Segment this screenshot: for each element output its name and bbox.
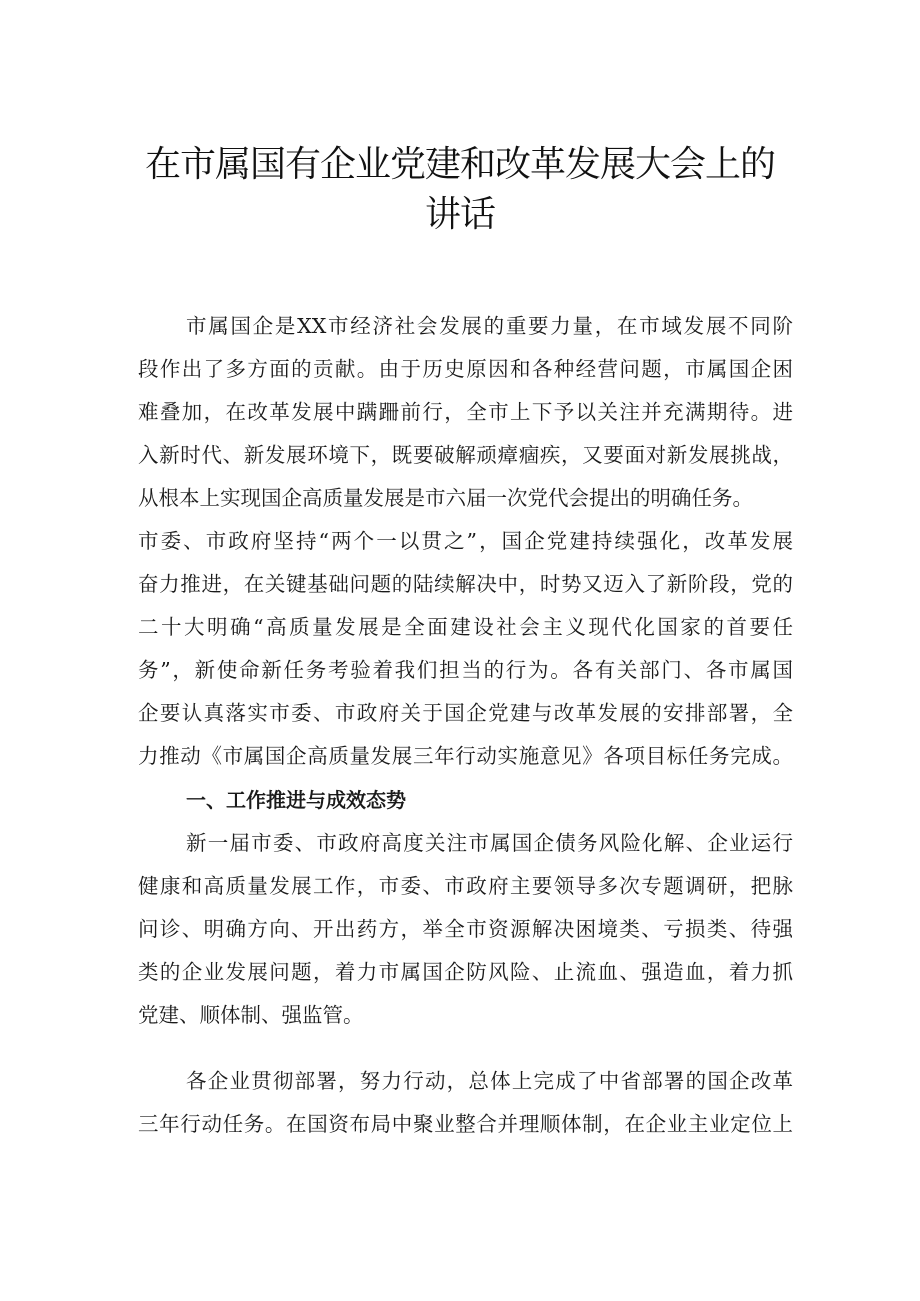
paragraph-1-line-1: 市属国企是XX市经济社会发展的重要力量，在市域发展不同阶 — [186, 314, 793, 338]
paragraph-1-line-2: 段作出了多方面的贡献。由于历史原因和各种经营问题，市属国企困 — [138, 357, 793, 381]
paragraph-2-line-3: 问诊、明确方向、开出药方，举全市资源解决困境类、亏损类、待强 — [138, 917, 793, 941]
section-heading-1: 一、工作推进与成效态势 — [186, 788, 406, 812]
paragraph-1-line-8: 二十大明确“高质量发展是全面建设社会主义现代化国家的首要任 — [138, 615, 793, 639]
paragraph-1-line-11: 力推动《市属国企高质量发展三年行动实施意见》各项目标任务完成。 — [138, 744, 793, 768]
paragraph-1-line-6: 市委、市政府坚持“两个一以贯之”，国企党建持续强化，改革发展 — [138, 529, 793, 553]
paragraph-1-line-9: 务”，新使命新任务考验着我们担当的行为。各有关部门、各市属国 — [138, 658, 793, 682]
paragraph-1-line-4: 入新时代、新发展环境下，既要破解顽瘴痼疾，又要面对新发展挑战， — [138, 443, 793, 467]
paragraph-3-line-1: 各企业贯彻部署，努力行动，总体上完成了中省部署的国企改革 — [186, 1069, 793, 1093]
paragraph-1-line-10: 企要认真落实市委、市政府关于国企党建与改革发展的安排部署，全 — [138, 701, 793, 725]
paragraph-2-line-1: 新一届市委、市政府高度关注市属国企债务风险化解、企业运行 — [186, 831, 793, 855]
paragraph-2-line-5: 党建、顺体制、强监管。 — [138, 1003, 364, 1027]
paragraph-2-line-2: 健康和高质量发展工作，市委、市政府主要领导多次专题调研，把脉 — [138, 874, 793, 898]
paragraph-1-line-5: 从根本上实现国企高质量发展是市六届一次党代会提出的明确任务。 — [138, 486, 753, 510]
paragraph-1-line-7: 奋力推进，在关键基础问题的陆续解决中，时势又迈入了新阶段，党的 — [138, 572, 793, 596]
paragraph-1-line-3: 难叠加，在改革发展中蹒跚前行，全市上下予以关注并充满期待。进 — [138, 400, 793, 424]
document-title-line-1: 在市属国有企业党建和改革发展大会上的 — [144, 144, 775, 185]
paragraph-3-line-2: 三年行动任务。在国资布局中聚业整合并理顺体制，在企业主业定位上 — [138, 1112, 793, 1136]
paragraph-2-line-4: 类的企业发展问题，着力市属国企防风险、止流血、强造血，着力抓 — [138, 960, 793, 984]
document-title-line-2: 讲话 — [424, 194, 495, 235]
